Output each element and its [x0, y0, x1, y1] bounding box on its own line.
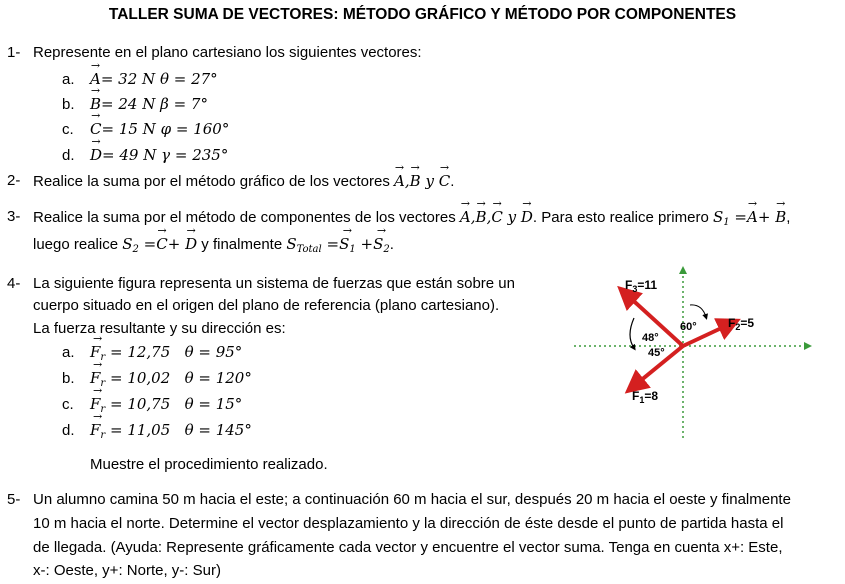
q5-line3: de llegada. (Ayuda: Represente gráficamente cada vector y encuentre el vector suma. Tenga en cuenta x+: Este,	[33, 539, 783, 556]
item-letter: a.	[62, 71, 75, 88]
angle-60-label: 60°	[680, 321, 697, 333]
option-letter: d.	[62, 422, 75, 439]
q4-option-d	[62, 421, 252, 441]
option-letter: b.	[62, 370, 75, 387]
equals: =	[734, 208, 747, 226]
f2-label: $F_2=5$	[728, 316, 755, 332]
vector-c: → C	[491, 208, 502, 226]
magnitude: = 49 N	[102, 146, 157, 164]
q2-text: Realice la suma por el método gráfico de los vectores	[33, 173, 390, 190]
force-sub: r	[100, 352, 106, 363]
f1-label: $F_1=8$	[632, 389, 659, 405]
angle: γ = 235°	[161, 146, 229, 164]
f3-label: $F_3=11$	[625, 278, 658, 294]
s1-sub: 1	[723, 217, 730, 228]
force: F	[90, 421, 101, 439]
q3-text: Realice la suma por el método de componentes de los vectores	[33, 209, 456, 226]
angle-48-label: 48°	[642, 332, 659, 344]
s-total: S	[286, 235, 297, 253]
plus: +	[360, 235, 374, 253]
magnitude: = 24 N	[101, 95, 156, 113]
vector-a: → A	[90, 70, 101, 88]
q3-text4: y finalmente	[201, 236, 283, 253]
angle: θ = 120°	[184, 369, 252, 387]
s1: S	[339, 235, 350, 253]
force: F	[90, 343, 101, 361]
q4-show-procedure: Muestre el procedimiento realizado.	[90, 456, 328, 473]
vector-b: → B	[476, 208, 487, 226]
vector-a: → A	[394, 172, 405, 190]
q4-line1: La siguiente figura representa un sistema de fuerzas que están sobre un	[33, 275, 515, 292]
magnitude: = 10,02	[109, 369, 171, 387]
magnitude: = 11,05	[109, 421, 171, 439]
q4-line2: cuerpo situado en el origen del plano de referencia (plano cartesiano).	[33, 297, 500, 314]
q1-item-b	[62, 95, 208, 113]
conjunction: y	[425, 172, 434, 190]
vector-d: → D	[90, 146, 102, 164]
q5-line4: x-: Oeste, y+: Norte, y-: Sur)	[33, 562, 221, 579]
option-letter: c.	[62, 396, 74, 413]
angle: θ = 27°	[159, 70, 218, 88]
force-sub: r	[100, 430, 106, 441]
force-diagram	[570, 260, 820, 440]
q3-line1	[33, 208, 790, 228]
s2-sub: 2	[383, 244, 390, 255]
vector-a: → A	[747, 208, 758, 226]
conjunction: y	[507, 208, 517, 226]
vector-c: → C	[90, 120, 101, 138]
angle-48-arc	[630, 318, 634, 348]
vector-d: → D	[185, 235, 197, 253]
q3-text3: luego realice	[33, 236, 119, 253]
s2-sub: 2	[132, 244, 139, 255]
vector-c: → C	[439, 172, 450, 190]
q2-number: 2-	[7, 172, 21, 189]
period: .	[450, 173, 455, 190]
vector-b: → B	[775, 208, 786, 226]
angle: φ = 160°	[160, 120, 230, 138]
force-sub: r	[100, 404, 106, 415]
page-title: TALLER SUMA DE VECTORES: MÉTODO GRÁFICO Y MÉTODO POR COMPONENTES	[108, 6, 737, 23]
comma: ,	[470, 208, 476, 226]
force-sub: r	[100, 378, 106, 389]
q5-line1: Un alumno camina 50 m hacia el este; a continuación 60 m hacia el sur, después 20 m hacia el oeste y finalmente	[33, 491, 791, 508]
angle: θ = 95°	[184, 343, 243, 361]
magnitude: = 10,75	[109, 395, 171, 413]
equals: =	[326, 235, 340, 253]
s2: S	[122, 235, 133, 253]
plus: +	[167, 235, 181, 253]
item-letter: d.	[62, 147, 75, 164]
magnitude: = 15 N	[101, 120, 156, 138]
q1-text: Represente en el plano cartesiano los siguientes vectores:	[33, 44, 422, 61]
comma: ,	[404, 172, 410, 190]
q3-number: 3-	[7, 208, 21, 225]
q4-line3: La fuerza resultante y su dirección es:	[33, 320, 286, 337]
q3-line2	[33, 235, 394, 255]
q1-item-c	[62, 120, 229, 138]
vector-b: → B	[410, 172, 421, 190]
q4-number: 4-	[7, 275, 21, 292]
plus: +	[757, 208, 771, 226]
option-letter: a.	[62, 344, 75, 361]
angle: θ = 15°	[184, 395, 243, 413]
vector-c: → C	[156, 235, 167, 253]
q5-line2: 10 m hacia el norte. Determine el vector desplazamiento y la dirección de éste desde el punto de partida hasta el	[33, 515, 784, 532]
q5-number: 5-	[7, 491, 21, 508]
q3-text2: . Para esto realice primero	[532, 209, 709, 226]
force: F	[90, 395, 101, 413]
item-letter: b.	[62, 96, 75, 113]
angle-60-arc	[690, 305, 706, 317]
angle: θ = 145°	[184, 421, 252, 439]
s1-sub: 1	[349, 244, 356, 255]
q1-item-a	[62, 70, 218, 88]
comma: ,	[486, 208, 492, 226]
q1-item-d	[62, 146, 228, 164]
item-letter: c.	[62, 121, 74, 138]
vector-a: → A	[460, 208, 471, 226]
force: F	[90, 369, 101, 387]
equals: =	[143, 235, 157, 253]
angle: β = 7°	[160, 95, 208, 113]
comma: ,	[786, 209, 791, 226]
vector-d: → D	[521, 208, 533, 226]
vector-b: → B	[90, 95, 101, 113]
period: .	[389, 236, 394, 253]
angle-45-label: 45°	[648, 347, 665, 359]
q2-text-line	[33, 172, 454, 190]
s-total-sub: Total	[296, 244, 322, 255]
s2: S	[373, 235, 384, 253]
q1-number: 1-	[7, 44, 21, 61]
magnitude: = 12,75	[109, 343, 171, 361]
s1: S	[712, 208, 724, 226]
magnitude: = 32 N	[100, 70, 156, 88]
